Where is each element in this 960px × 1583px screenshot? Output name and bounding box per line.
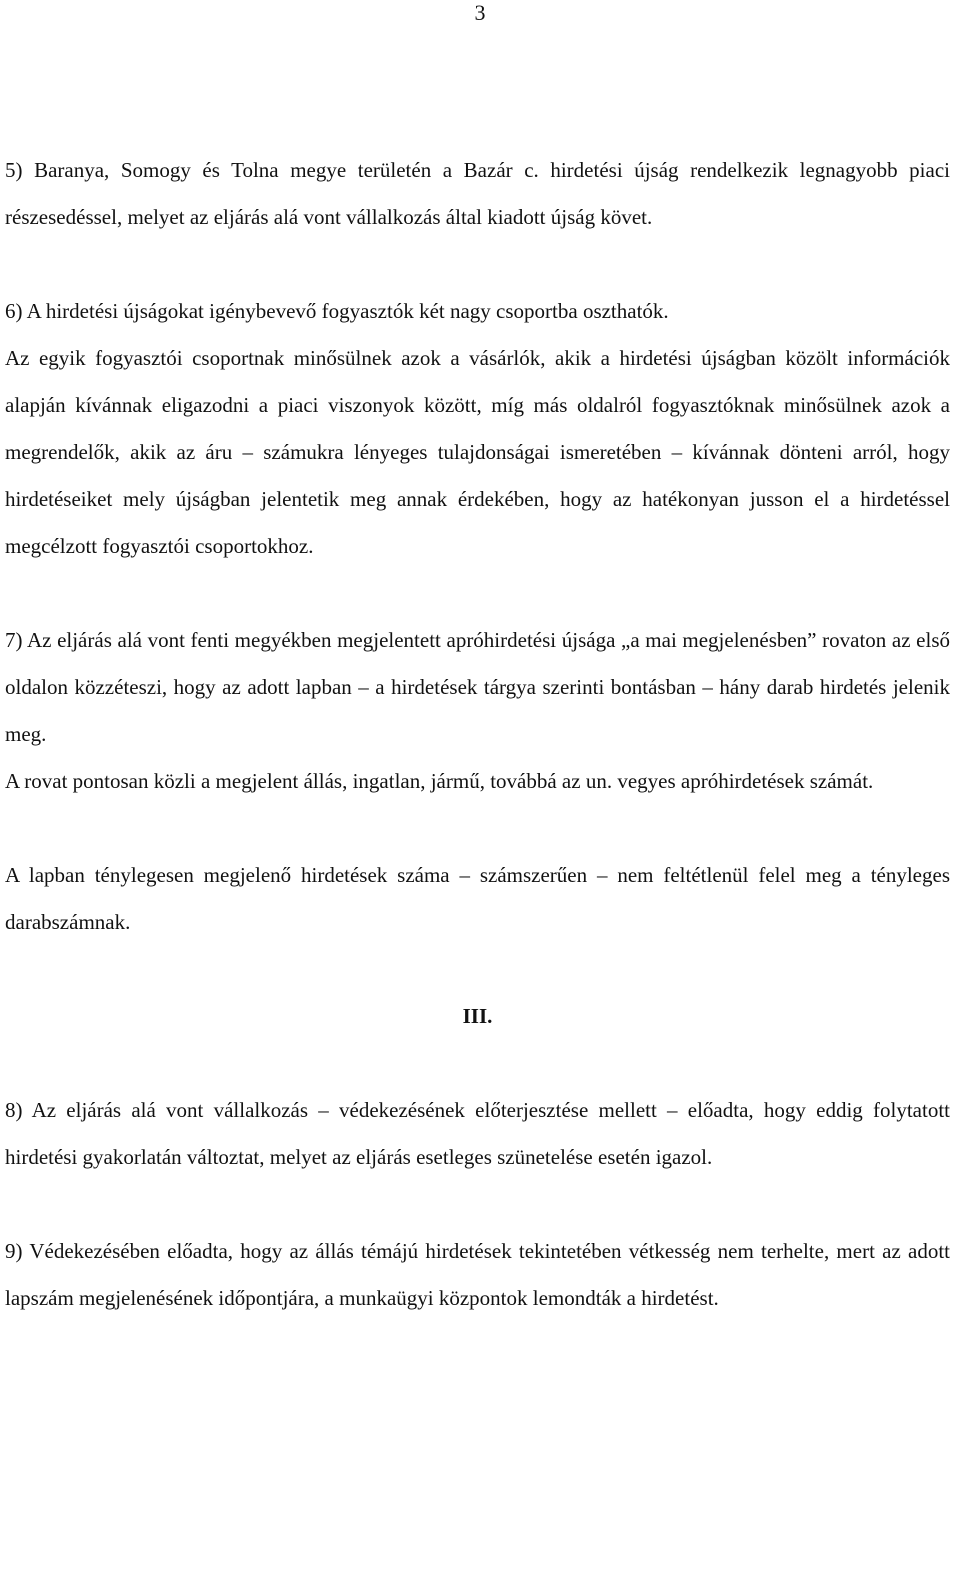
paragraph-6: 6) A hirdetési újságokat igénybevevő fogyasztók két nagy csoportba oszthatók.: [5, 299, 669, 323]
paragraph-7-continued: A rovat pontosan közli a megjelent állás, ingatlan, jármű, továbbá az un. vegyes apróhirdetések számát.: [5, 769, 874, 793]
section-heading: III.: [462, 1004, 493, 1028]
page-number: 3: [474, 0, 486, 25]
paragraph-5: 5) Baranya, Somogy és Tolna megye területén a Bazár c. hirdetési újság rendelkezik legnagyobb piaci részesedéssel, melyet az eljárás alá vont vállalkozás által kiadott újság követ.: [5, 158, 950, 229]
paragraph-7: 7) Az eljárás alá vont fenti megyékben megjelentett apróhirdetési újsága „a mai megjelenésben” rovaton az első oldalon közzéteszi, hogy az adott lapban – a hirdetések tárgya szerinti bontásban – hány darab hirdetés jelenik meg.: [5, 628, 950, 746]
paragraph-6-continued: Az egyik fogyasztói csoportnak minősülnek azok a vásárlók, akik a hirdetési újságban közölt információk alapján kívánnak eligazodni a piaci viszonyok között, míg más oldalról fogyasztóknak minősülnek azok a megrendelők, akik az áru – számukra lényeges tulajdonságai ismeretében – kívánnak dönteni arról, hogy hirdetéseiket mely újságban jelentetik meg annak érdekében, hogy az hatékonyan jusson el a hirdetéssel megcélzott fogyasztói csoportokhoz.: [5, 346, 950, 558]
paragraph-7-note: A lapban ténylegesen megjelenő hirdetések száma – számszerűen – nem feltétlenül felel meg a tényleges darabszámnak.: [5, 863, 950, 934]
paragraph-9: 9) Védekezésében előadta, hogy az állás témájú hirdetések tekintetében vétkesség nem terhelte, mert az adott lapszám megjelenésének időpontjára, a munkaügyi központok lemondták a hirdetést.: [5, 1239, 950, 1310]
paragraph-8: 8) Az eljárás alá vont vállalkozás – védekezésének előterjesztése mellett – előadta, hogy eddig folytatott hirdetési gyakorlatán változtat, melyet az eljárás esetleges szünetelése esetén igazol.: [5, 1098, 950, 1169]
document-body: [5, 147, 950, 1322]
